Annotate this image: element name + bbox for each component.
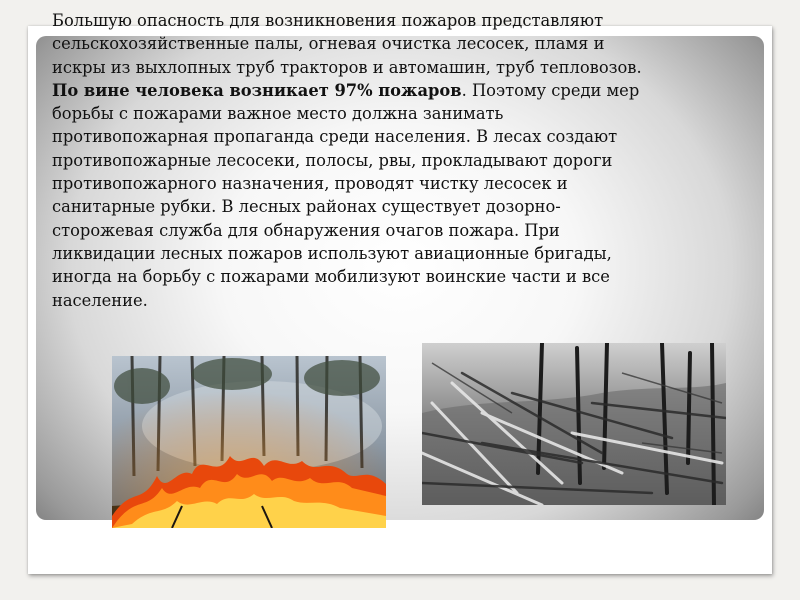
forest-fire-photo — [112, 356, 386, 528]
paragraph-line: сельскохозяйственные палы, огневая очистка лесосек, пламя и — [52, 34, 605, 54]
paragraph-continuation: . Поэтому среди мер — [461, 80, 640, 100]
paragraph-line: иногда на борьбу с пожарами мобилизуют воинские части и все — [52, 267, 610, 287]
fallen-forest-photo — [422, 343, 726, 505]
paragraph-line: санитарные рубки. В лесных районах существует дозорно- — [52, 197, 561, 217]
slide-paragraph — [52, 9, 757, 312]
paragraph-line: искры из выхлопных труб тракторов и автомашин, труб тепловозов. — [52, 57, 642, 77]
paragraph-line: противопожарная пропаганда среди населения. В лесах создают — [52, 127, 618, 147]
paragraph-line: противопожарного назначения, проводят чистку лесосек и — [52, 174, 568, 194]
paragraph-line-with-emphasis — [52, 79, 757, 102]
paragraph-line: население. — [52, 290, 148, 310]
paragraph-line: ликвидации лесных пожаров используют авиационные бригады, — [52, 243, 612, 263]
paragraph-line: Большую опасность для возникновения пожаров представляют — [52, 11, 604, 30]
paragraph-line: борьбы с пожарами важное место должна занимать — [52, 104, 504, 124]
forest-fire-image — [112, 356, 386, 528]
paragraph-line: сторожевая служба для обнаружения очагов пожара. При — [52, 220, 560, 240]
fallen-forest-image — [422, 343, 726, 505]
paragraph-line: противопожарные лесосеки, полосы, рвы, прокладывают дороги — [52, 150, 613, 170]
emphasis-text: По вине человека возникает 97% пожаров — [52, 80, 462, 100]
